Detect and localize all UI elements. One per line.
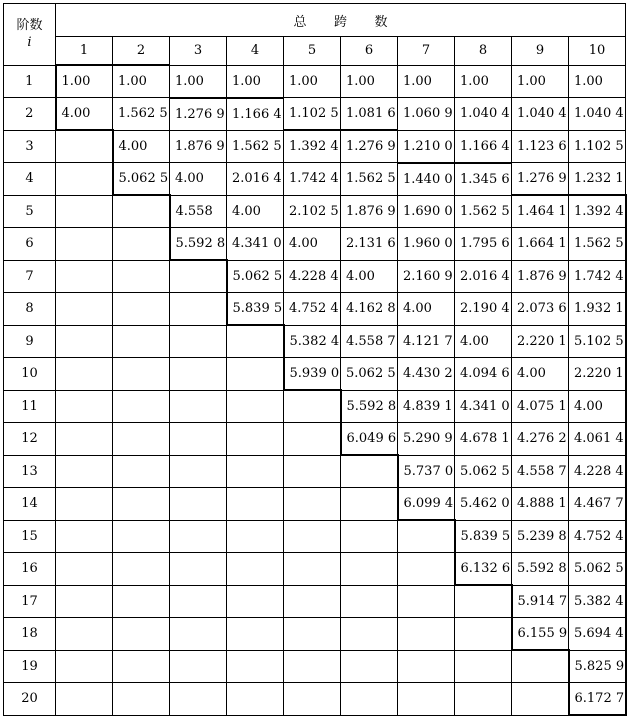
value-cell bbox=[398, 520, 455, 553]
value-cell: 1.081 6 bbox=[341, 98, 398, 131]
value-cell: 1.392 4 bbox=[284, 130, 341, 163]
value-cell bbox=[341, 488, 398, 521]
value-cell: 4.888 1 bbox=[512, 488, 569, 521]
value-cell: 1.00 bbox=[569, 65, 626, 98]
value-cell bbox=[227, 325, 284, 358]
value-cell bbox=[56, 650, 113, 683]
order-cell: 12 bbox=[4, 423, 56, 456]
value-cell: 4.00 bbox=[512, 358, 569, 391]
order-cell: 4 bbox=[4, 163, 56, 196]
value-cell bbox=[56, 553, 113, 586]
value-cell bbox=[227, 585, 284, 618]
span-header-4: 4 bbox=[227, 37, 284, 66]
span-header-6: 6 bbox=[341, 37, 398, 66]
value-cell bbox=[113, 650, 170, 683]
value-cell bbox=[56, 585, 113, 618]
value-cell: 6.099 4 bbox=[398, 488, 455, 521]
value-cell bbox=[113, 553, 170, 586]
order-cell: 16 bbox=[4, 553, 56, 586]
table-row bbox=[4, 260, 626, 293]
value-cell: 5.939 0 bbox=[284, 358, 341, 391]
value-cell: 1.562 5 bbox=[455, 195, 512, 228]
value-cell bbox=[56, 130, 113, 163]
order-cell: 17 bbox=[4, 585, 56, 618]
value-cell: 1.664 1 bbox=[512, 228, 569, 261]
value-cell bbox=[227, 520, 284, 553]
value-cell bbox=[227, 618, 284, 651]
value-cell: 5.694 4 bbox=[569, 618, 626, 651]
table-row bbox=[4, 585, 626, 618]
order-header-var: i bbox=[27, 35, 32, 51]
value-cell bbox=[227, 358, 284, 391]
value-cell: 1.166 4 bbox=[227, 98, 284, 131]
value-cell: 1.795 6 bbox=[455, 228, 512, 261]
value-cell: 5.290 9 bbox=[398, 423, 455, 456]
value-cell: 4.558 7 bbox=[512, 455, 569, 488]
order-header-label: 阶数 bbox=[16, 18, 43, 34]
value-cell bbox=[398, 683, 455, 716]
value-cell bbox=[113, 455, 170, 488]
value-cell bbox=[227, 423, 284, 456]
order-cell: 8 bbox=[4, 293, 56, 326]
value-cell bbox=[113, 423, 170, 456]
value-cell: 2.016 4 bbox=[227, 163, 284, 196]
table-row bbox=[4, 618, 626, 651]
value-cell: 4.00 bbox=[569, 390, 626, 423]
value-cell bbox=[113, 260, 170, 293]
table-row bbox=[4, 65, 626, 98]
value-cell bbox=[170, 358, 227, 391]
value-cell: 6.155 9 bbox=[512, 618, 569, 651]
value-cell bbox=[170, 455, 227, 488]
value-cell: 2.160 9 bbox=[398, 260, 455, 293]
value-cell bbox=[455, 683, 512, 716]
value-cell: 1.392 4 bbox=[569, 195, 626, 228]
value-cell: 4.228 4 bbox=[284, 260, 341, 293]
table-row bbox=[4, 228, 626, 261]
value-cell: 4.752 4 bbox=[569, 520, 626, 553]
value-cell: 2.220 1 bbox=[569, 358, 626, 391]
table-row bbox=[4, 163, 626, 196]
value-cell bbox=[56, 163, 113, 196]
value-cell bbox=[284, 650, 341, 683]
value-cell: 1.00 bbox=[227, 65, 284, 98]
value-cell: 2.220 1 bbox=[512, 325, 569, 358]
order-cell: 13 bbox=[4, 455, 56, 488]
value-cell: 1.932 1 bbox=[569, 293, 626, 326]
table-row bbox=[4, 358, 626, 391]
value-cell: 5.592 8 bbox=[341, 390, 398, 423]
table-row bbox=[4, 650, 626, 683]
table-row bbox=[4, 293, 626, 326]
value-cell: 4.061 4 bbox=[569, 423, 626, 456]
table-row bbox=[4, 390, 626, 423]
value-cell: 4.430 2 bbox=[398, 358, 455, 391]
value-cell: 1.562 5 bbox=[113, 98, 170, 131]
value-cell: 1.166 4 bbox=[455, 130, 512, 163]
value-cell bbox=[113, 585, 170, 618]
value-cell bbox=[227, 488, 284, 521]
value-cell bbox=[56, 325, 113, 358]
span-header-8: 8 bbox=[455, 37, 512, 66]
value-cell bbox=[170, 520, 227, 553]
value-cell: 2.102 5 bbox=[284, 195, 341, 228]
value-cell bbox=[512, 683, 569, 716]
span-header-2: 2 bbox=[113, 37, 170, 66]
value-cell bbox=[398, 585, 455, 618]
value-cell: 1.102 5 bbox=[284, 98, 341, 131]
value-cell: 2.073 6 bbox=[512, 293, 569, 326]
value-cell bbox=[227, 390, 284, 423]
value-cell: 5.592 8 bbox=[170, 228, 227, 261]
value-cell bbox=[170, 325, 227, 358]
span-header-7: 7 bbox=[398, 37, 455, 66]
value-cell: 1.345 6 bbox=[455, 163, 512, 196]
value-cell bbox=[398, 618, 455, 651]
value-cell bbox=[56, 488, 113, 521]
value-cell: 1.00 bbox=[284, 65, 341, 98]
span-header-9: 9 bbox=[512, 37, 569, 66]
value-cell: 1.00 bbox=[56, 65, 113, 98]
value-cell: 4.00 bbox=[455, 325, 512, 358]
header-row-title bbox=[4, 4, 626, 37]
table-row bbox=[4, 98, 626, 131]
value-cell bbox=[56, 423, 113, 456]
value-cell: 1.960 0 bbox=[398, 228, 455, 261]
value-cell: 4.00 bbox=[341, 260, 398, 293]
value-cell: 4.678 1 bbox=[455, 423, 512, 456]
value-cell: 4.558 7 bbox=[341, 325, 398, 358]
order-cell: 3 bbox=[4, 130, 56, 163]
value-cell: 6.049 6 bbox=[341, 423, 398, 456]
value-cell: 6.172 7 bbox=[569, 683, 626, 716]
value-cell: 1.876 9 bbox=[341, 195, 398, 228]
table-row bbox=[4, 520, 626, 553]
value-cell bbox=[170, 423, 227, 456]
value-cell: 5.062 5 bbox=[455, 455, 512, 488]
value-cell bbox=[113, 390, 170, 423]
value-cell: 2.016 4 bbox=[455, 260, 512, 293]
value-cell: 1.232 1 bbox=[569, 163, 626, 196]
value-cell: 5.062 5 bbox=[227, 260, 284, 293]
table-row bbox=[4, 423, 626, 456]
order-cell: 18 bbox=[4, 618, 56, 651]
value-cell: 4.467 7 bbox=[569, 488, 626, 521]
value-cell bbox=[170, 618, 227, 651]
value-cell bbox=[284, 618, 341, 651]
order-cell: 20 bbox=[4, 683, 56, 716]
value-cell bbox=[170, 260, 227, 293]
value-cell: 4.276 2 bbox=[512, 423, 569, 456]
header-row-spans bbox=[4, 37, 626, 66]
value-cell: 1.00 bbox=[398, 65, 455, 98]
value-cell: 4.00 bbox=[170, 163, 227, 196]
value-cell bbox=[341, 553, 398, 586]
value-cell: 6.132 6 bbox=[455, 553, 512, 586]
value-cell bbox=[227, 455, 284, 488]
value-cell: 4.839 1 bbox=[398, 390, 455, 423]
value-cell: 5.839 5 bbox=[227, 293, 284, 326]
value-cell: 5.825 9 bbox=[569, 650, 626, 683]
value-cell bbox=[113, 618, 170, 651]
table-row bbox=[4, 455, 626, 488]
value-cell: 1.276 9 bbox=[512, 163, 569, 196]
value-cell bbox=[113, 195, 170, 228]
value-cell: 4.094 6 bbox=[455, 358, 512, 391]
value-cell bbox=[56, 228, 113, 261]
value-cell: 2.190 4 bbox=[455, 293, 512, 326]
value-cell bbox=[227, 650, 284, 683]
value-cell: 5.102 5 bbox=[569, 325, 626, 358]
value-cell: 1.040 4 bbox=[569, 98, 626, 131]
value-cell bbox=[56, 390, 113, 423]
order-cell: 9 bbox=[4, 325, 56, 358]
value-cell bbox=[56, 455, 113, 488]
value-cell bbox=[170, 553, 227, 586]
value-cell bbox=[113, 358, 170, 391]
value-cell: 1.464 1 bbox=[512, 195, 569, 228]
value-cell: 1.102 5 bbox=[569, 130, 626, 163]
value-cell: 1.876 9 bbox=[512, 260, 569, 293]
value-cell: 4.075 1 bbox=[512, 390, 569, 423]
value-cell bbox=[113, 325, 170, 358]
order-cell: 1 bbox=[4, 65, 56, 98]
value-cell bbox=[398, 650, 455, 683]
value-cell: 5.462 0 bbox=[455, 488, 512, 521]
value-cell bbox=[56, 195, 113, 228]
value-cell bbox=[170, 650, 227, 683]
value-cell: 1.562 5 bbox=[341, 163, 398, 196]
value-cell bbox=[56, 358, 113, 391]
order-cell: 2 bbox=[4, 98, 56, 131]
value-cell: 4.00 bbox=[284, 228, 341, 261]
value-cell bbox=[512, 650, 569, 683]
value-cell bbox=[113, 520, 170, 553]
order-cell: 19 bbox=[4, 650, 56, 683]
span-header-10: 10 bbox=[569, 37, 626, 66]
span-header-1: 1 bbox=[56, 37, 113, 66]
value-cell bbox=[398, 553, 455, 586]
value-cell: 4.341 0 bbox=[227, 228, 284, 261]
order-cell: 14 bbox=[4, 488, 56, 521]
value-cell bbox=[56, 618, 113, 651]
value-cell: 1.276 9 bbox=[341, 130, 398, 163]
value-cell: 5.592 8 bbox=[512, 553, 569, 586]
value-cell bbox=[284, 683, 341, 716]
value-cell: 5.239 8 bbox=[512, 520, 569, 553]
value-cell bbox=[341, 683, 398, 716]
span-header-5: 5 bbox=[284, 37, 341, 66]
value-cell: 4.121 7 bbox=[398, 325, 455, 358]
value-cell bbox=[227, 683, 284, 716]
value-cell: 1.040 4 bbox=[512, 98, 569, 131]
table-body bbox=[4, 65, 626, 715]
value-cell bbox=[341, 585, 398, 618]
value-cell: 1.00 bbox=[341, 65, 398, 98]
value-cell bbox=[170, 488, 227, 521]
value-cell bbox=[113, 488, 170, 521]
value-cell: 4.00 bbox=[398, 293, 455, 326]
value-cell bbox=[113, 293, 170, 326]
value-cell bbox=[284, 423, 341, 456]
value-cell: 5.062 5 bbox=[341, 358, 398, 391]
coefficient-table bbox=[3, 3, 627, 716]
value-cell: 1.00 bbox=[113, 65, 170, 98]
value-cell bbox=[113, 683, 170, 716]
value-cell: 1.00 bbox=[455, 65, 512, 98]
value-cell: 1.876 9 bbox=[170, 130, 227, 163]
order-cell: 10 bbox=[4, 358, 56, 391]
value-cell: 1.690 0 bbox=[398, 195, 455, 228]
value-cell: 1.040 4 bbox=[455, 98, 512, 131]
value-cell: 4.752 4 bbox=[284, 293, 341, 326]
value-cell bbox=[284, 520, 341, 553]
table-row bbox=[4, 553, 626, 586]
value-cell bbox=[284, 390, 341, 423]
order-cell: 6 bbox=[4, 228, 56, 261]
value-cell: 1.00 bbox=[512, 65, 569, 98]
value-cell: 1.562 5 bbox=[227, 130, 284, 163]
value-cell: 5.062 5 bbox=[113, 163, 170, 196]
value-cell: 1.562 5 bbox=[569, 228, 626, 261]
value-cell bbox=[227, 553, 284, 586]
value-cell: 1.210 0 bbox=[398, 130, 455, 163]
value-cell bbox=[56, 293, 113, 326]
value-cell bbox=[455, 618, 512, 651]
value-cell: 4.00 bbox=[113, 130, 170, 163]
value-cell: 4.00 bbox=[227, 195, 284, 228]
value-cell: 1.060 9 bbox=[398, 98, 455, 131]
value-cell bbox=[341, 650, 398, 683]
order-cell: 7 bbox=[4, 260, 56, 293]
value-cell: 1.00 bbox=[170, 65, 227, 98]
total-spans-header: 总 跨 数 bbox=[56, 4, 626, 37]
value-cell: 1.742 4 bbox=[569, 260, 626, 293]
value-cell: 5.062 5 bbox=[569, 553, 626, 586]
value-cell: 1.276 9 bbox=[170, 98, 227, 131]
value-cell bbox=[56, 683, 113, 716]
value-cell: 5.382 4 bbox=[569, 585, 626, 618]
order-cell: 15 bbox=[4, 520, 56, 553]
value-cell bbox=[284, 553, 341, 586]
value-cell bbox=[284, 585, 341, 618]
value-cell: 1.440 0 bbox=[398, 163, 455, 196]
value-cell bbox=[341, 520, 398, 553]
value-cell: 4.558 bbox=[170, 195, 227, 228]
span-header-3: 3 bbox=[170, 37, 227, 66]
value-cell bbox=[284, 488, 341, 521]
value-cell: 4.00 bbox=[56, 98, 113, 131]
value-cell bbox=[170, 293, 227, 326]
value-cell: 4.341 0 bbox=[455, 390, 512, 423]
value-cell: 2.131 6 bbox=[341, 228, 398, 261]
table-row bbox=[4, 488, 626, 521]
value-cell bbox=[170, 585, 227, 618]
table-row bbox=[4, 325, 626, 358]
table-row bbox=[4, 130, 626, 163]
table-row bbox=[4, 683, 626, 716]
value-cell: 1.123 6 bbox=[512, 130, 569, 163]
order-cell: 5 bbox=[4, 195, 56, 228]
value-cell bbox=[56, 520, 113, 553]
value-cell bbox=[113, 228, 170, 261]
value-cell bbox=[455, 650, 512, 683]
value-cell bbox=[341, 455, 398, 488]
value-cell: 5.839 5 bbox=[455, 520, 512, 553]
value-cell: 5.914 7 bbox=[512, 585, 569, 618]
value-cell bbox=[341, 618, 398, 651]
value-cell bbox=[284, 455, 341, 488]
value-cell bbox=[170, 683, 227, 716]
value-cell bbox=[170, 390, 227, 423]
value-cell bbox=[455, 585, 512, 618]
value-cell: 4.228 4 bbox=[569, 455, 626, 488]
value-cell bbox=[56, 260, 113, 293]
table-row bbox=[4, 195, 626, 228]
value-cell: 1.742 4 bbox=[284, 163, 341, 196]
value-cell: 5.737 0 bbox=[398, 455, 455, 488]
order-cell: 11 bbox=[4, 390, 56, 423]
value-cell: 4.162 8 bbox=[341, 293, 398, 326]
value-cell: 5.382 4 bbox=[284, 325, 341, 358]
order-header bbox=[4, 4, 56, 66]
